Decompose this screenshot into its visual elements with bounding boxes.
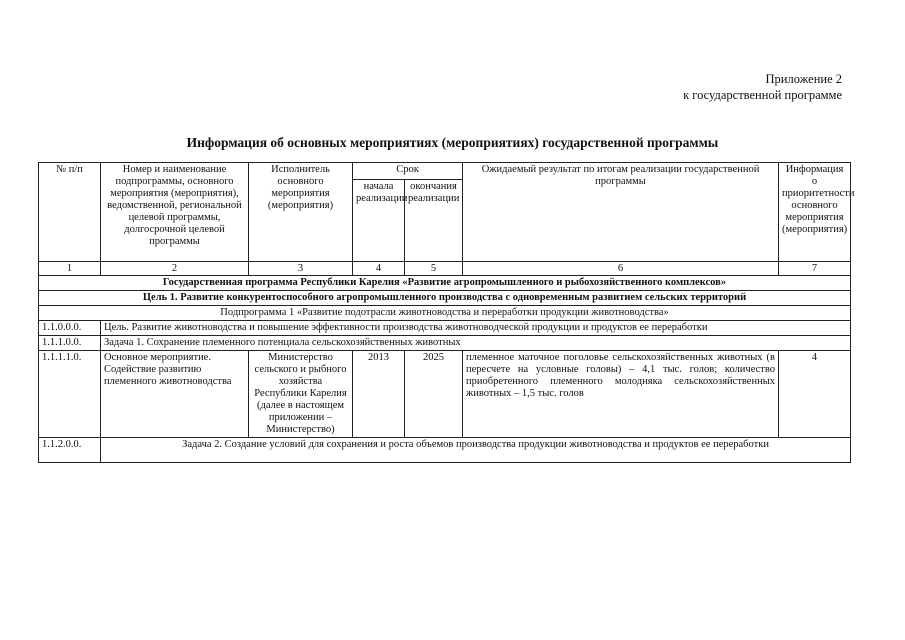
goal-row <box>39 291 851 306</box>
measure-executor: Министерство сельского и рыбного хозяйства Республики Карелия (далее в настоящем приложении – Министерство) <box>249 351 353 438</box>
measures-table <box>38 162 855 463</box>
appendix-note <box>683 71 842 103</box>
col-number: 6 <box>463 262 779 276</box>
measure-result: племенное маточное поголовье сельскохозяйственных животных (в пересчете на условные головы) – 4,1 тыс. голов; количество приобретенного племенного молодняка сельскохозяйственных животных – 1,5 тыс. голов <box>463 351 779 438</box>
header-result: Ожидаемый результат по итогам реализации государственной программы <box>463 163 779 262</box>
measure-priority: 4 <box>779 351 851 438</box>
col-number: 7 <box>779 262 851 276</box>
header-executor: Исполнитель основного мероприятия (мероприятия) <box>249 163 353 262</box>
row-num: 1.1.2.0.0. <box>39 438 101 463</box>
header-term: Срок <box>353 163 463 180</box>
header-end: окончания реализации <box>405 180 463 262</box>
measure-row <box>39 351 851 438</box>
header-num: № п/п <box>39 163 101 262</box>
table-row <box>39 438 851 463</box>
measure-start: 2013 <box>353 351 405 438</box>
col-number: 3 <box>249 262 353 276</box>
document-title: Информация об основных мероприятиях (мероприятиях) государственной программы <box>186 135 719 150</box>
appendix-line-1: Приложение 2 <box>765 72 842 86</box>
table-row <box>39 336 851 351</box>
row-text: Задача 2. Создание условий для сохранения и роста объемов производства продукции животноводства и продуктов ее переработки <box>101 438 851 463</box>
row-num: 1.1.1.0.0. <box>39 336 101 351</box>
program-row <box>39 276 851 291</box>
row-num: 1.1.0.0.0. <box>39 321 101 336</box>
row-text: Задача 1. Сохранение племенного потенциала сельскохозяйственных животных <box>101 336 851 351</box>
col-number: 2 <box>101 262 249 276</box>
subprogram-title: Подпрограмма 1 «Развитие подотрасли животноводства и переработки продукции животноводства» <box>39 306 851 321</box>
col-number: 5 <box>405 262 463 276</box>
row-text: Цель. Развитие животноводства и повышение эффективности производства животноводческой продукции и продуктов ее переработки <box>101 321 851 336</box>
header-priority: Информация о приоритетности основного мероприятия (мероприятия) <box>779 163 851 262</box>
measure-end: 2025 <box>405 351 463 438</box>
col-number: 4 <box>353 262 405 276</box>
measure-name: Основное мероприятие. Содействие развитию племенного животноводства <box>101 351 249 438</box>
header-start: начала реализации <box>353 180 405 262</box>
header-row <box>39 163 851 180</box>
table-row <box>39 321 851 336</box>
column-numbers-row <box>39 262 851 276</box>
program-title: Государственная программа Республики Карелия «Развитие агропромышленного и рыбохозяйственного комплексов» <box>39 276 851 291</box>
col-number: 1 <box>39 262 101 276</box>
measure-num: 1.1.1.1.0. <box>39 351 101 438</box>
appendix-line-2: к государственной программе <box>683 88 842 102</box>
header-name: Номер и наименование подпрограммы, основного мероприятия (мероприятия), ведомственной, региональной целевой программы, долгосрочной целевой программы <box>101 163 249 262</box>
subprogram-row <box>39 306 851 321</box>
goal-title: Цель 1. Развитие конкурентоспособного агропромышленного производства с одновременным развитием сельских территорий <box>39 291 851 306</box>
